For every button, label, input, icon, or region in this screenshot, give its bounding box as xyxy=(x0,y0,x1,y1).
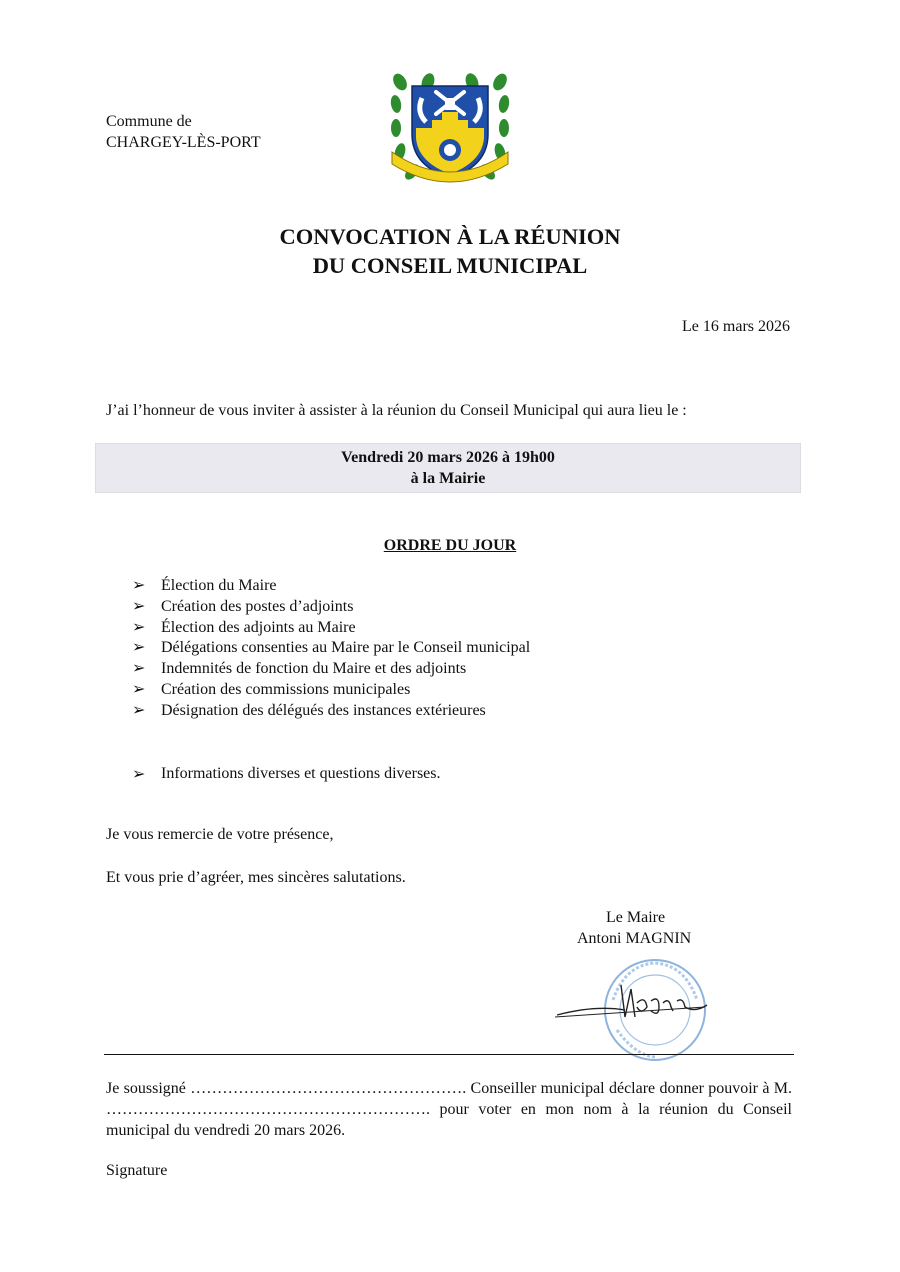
title-line-1: CONVOCATION À LA RÉUNION xyxy=(279,224,621,249)
agenda-item-text: Création des postes d’adjoints xyxy=(161,597,354,615)
agenda-extra-item xyxy=(132,764,441,784)
list-item xyxy=(132,597,530,618)
separator-line xyxy=(104,1054,794,1055)
signature-label: Signature xyxy=(106,1162,168,1179)
commune-name: CHARGEY-LÈS-PORT xyxy=(106,134,261,151)
title-line-2: DU CONSEIL MUNICIPAL xyxy=(312,253,588,278)
document-title xyxy=(0,222,900,280)
official-stamp-icon xyxy=(555,955,715,1065)
intro-paragraph: J’ai l’honneur de vous inviter à assister à la réunion du Conseil Municipal qui aura lieu le : xyxy=(106,402,687,419)
list-item xyxy=(132,659,530,680)
agenda-title: ORDRE DU JOUR xyxy=(383,537,517,554)
mayor-name: Antoni MAGNIN xyxy=(577,930,692,947)
arrow-bullet-icon: ➢ xyxy=(132,639,146,657)
agenda-list xyxy=(132,576,530,722)
arrow-bullet-icon: ➢ xyxy=(132,701,146,719)
agenda-item-text: Indemnités de fonction du Maire et des adjoints xyxy=(161,660,467,678)
arrow-bullet-icon: ➢ xyxy=(132,766,146,783)
arrow-bullet-icon: ➢ xyxy=(132,618,146,636)
document-date: Le 16 mars 2026 xyxy=(682,318,790,335)
agenda-item-text: Élection des adjoints au Maire xyxy=(161,618,356,636)
list-item xyxy=(132,680,530,701)
proxy-declaration: Je soussigné ……………………………………………. Conseiller municipal déclare donner pouvoir à M. ……………………………………………………. pour voter en mon nom à la réunion du Conseil municipal du vendredi 20 mars 2026. xyxy=(106,1080,792,1139)
arrow-bullet-icon: ➢ xyxy=(132,680,146,698)
closing-thanks: Je vous remercie de votre présence, xyxy=(106,826,334,843)
commune-block xyxy=(106,111,261,153)
meeting-details-box xyxy=(95,443,801,493)
arrow-bullet-icon: ➢ xyxy=(132,577,146,594)
agenda-item-text: Élection du Maire xyxy=(161,577,277,594)
agenda-extra-text: Informations diverses et questions diverses. xyxy=(161,765,441,782)
mayor-title: Le Maire xyxy=(606,909,666,926)
list-item xyxy=(132,618,530,639)
agenda-item-text: Délégations consenties au Maire par le Conseil municipal xyxy=(161,639,531,657)
closing-salutation: Et vous prie d’agréer, mes sincères salutations. xyxy=(106,869,406,886)
commune-label: Commune de xyxy=(106,113,192,130)
coat-of-arms-icon xyxy=(386,68,514,196)
meeting-place: à la Mairie xyxy=(410,470,486,487)
list-item xyxy=(132,576,530,597)
arrow-bullet-icon: ➢ xyxy=(132,597,146,615)
list-item xyxy=(132,638,530,659)
agenda-item-text: Création des commissions municipales xyxy=(161,680,411,698)
agenda-item-text: Désignation des délégués des instances extérieures xyxy=(161,701,486,719)
arrow-bullet-icon: ➢ xyxy=(132,660,146,678)
meeting-datetime: Vendredi 20 mars 2026 à 19h00 xyxy=(341,449,555,466)
list-item xyxy=(132,701,530,722)
